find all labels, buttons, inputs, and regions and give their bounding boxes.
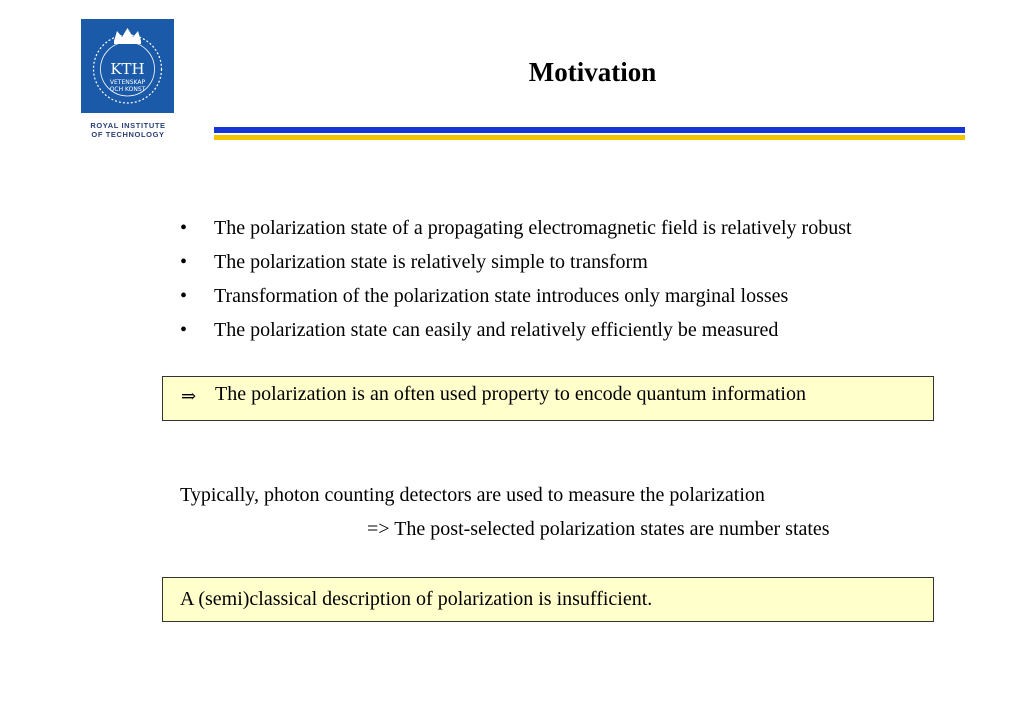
bullet-icon: • bbox=[180, 319, 188, 341]
bullet-text: The polarization state is relatively simple to transform bbox=[214, 251, 648, 273]
bullet-text: The polarization state of a propagating electromagnetic field is relatively robust bbox=[214, 217, 852, 239]
paragraph-line2: => The post-selected polarization states are number states bbox=[367, 518, 830, 540]
title-rule-blue bbox=[214, 127, 965, 133]
kth-logo bbox=[81, 19, 174, 113]
bullet-text: The polarization state can easily and relatively efficiently be measured bbox=[214, 319, 779, 341]
paragraph-line1: Typically, photon counting detectors are used to measure the polarization bbox=[180, 484, 765, 506]
list-item bbox=[180, 313, 852, 347]
kth-emblem-icon bbox=[81, 19, 174, 113]
bullet-icon: • bbox=[180, 251, 188, 273]
logo-caption-line2: OF TECHNOLOGY bbox=[91, 130, 165, 139]
emblem-och-konst-text: OCH KONST bbox=[109, 86, 146, 93]
emblem-kth-text: KTH bbox=[110, 60, 145, 78]
implies-arrow-icon: ⇒ bbox=[181, 386, 197, 407]
logo-caption bbox=[79, 121, 177, 139]
final-box bbox=[162, 577, 934, 622]
conclusion-text: The polarization is an often used property to encode quantum information bbox=[215, 383, 806, 405]
list-item bbox=[180, 245, 852, 279]
emblem-vetenskap-text: VETENSKAP bbox=[109, 79, 146, 86]
bullet-text: Transformation of the polarization state introduces only marginal losses bbox=[214, 285, 789, 307]
title-rule-yellow bbox=[214, 135, 965, 140]
final-text: A (semi)classical description of polarization is insufficient. bbox=[180, 588, 653, 610]
logo-caption-line1: ROYAL INSTITUTE bbox=[90, 121, 166, 130]
list-item bbox=[180, 211, 852, 245]
bullet-icon: • bbox=[180, 217, 188, 239]
bullet-list bbox=[180, 211, 852, 347]
slide-title: Motivation bbox=[528, 57, 657, 87]
conclusion-box bbox=[162, 376, 934, 421]
list-item bbox=[180, 279, 852, 313]
bullet-icon: • bbox=[180, 285, 188, 307]
